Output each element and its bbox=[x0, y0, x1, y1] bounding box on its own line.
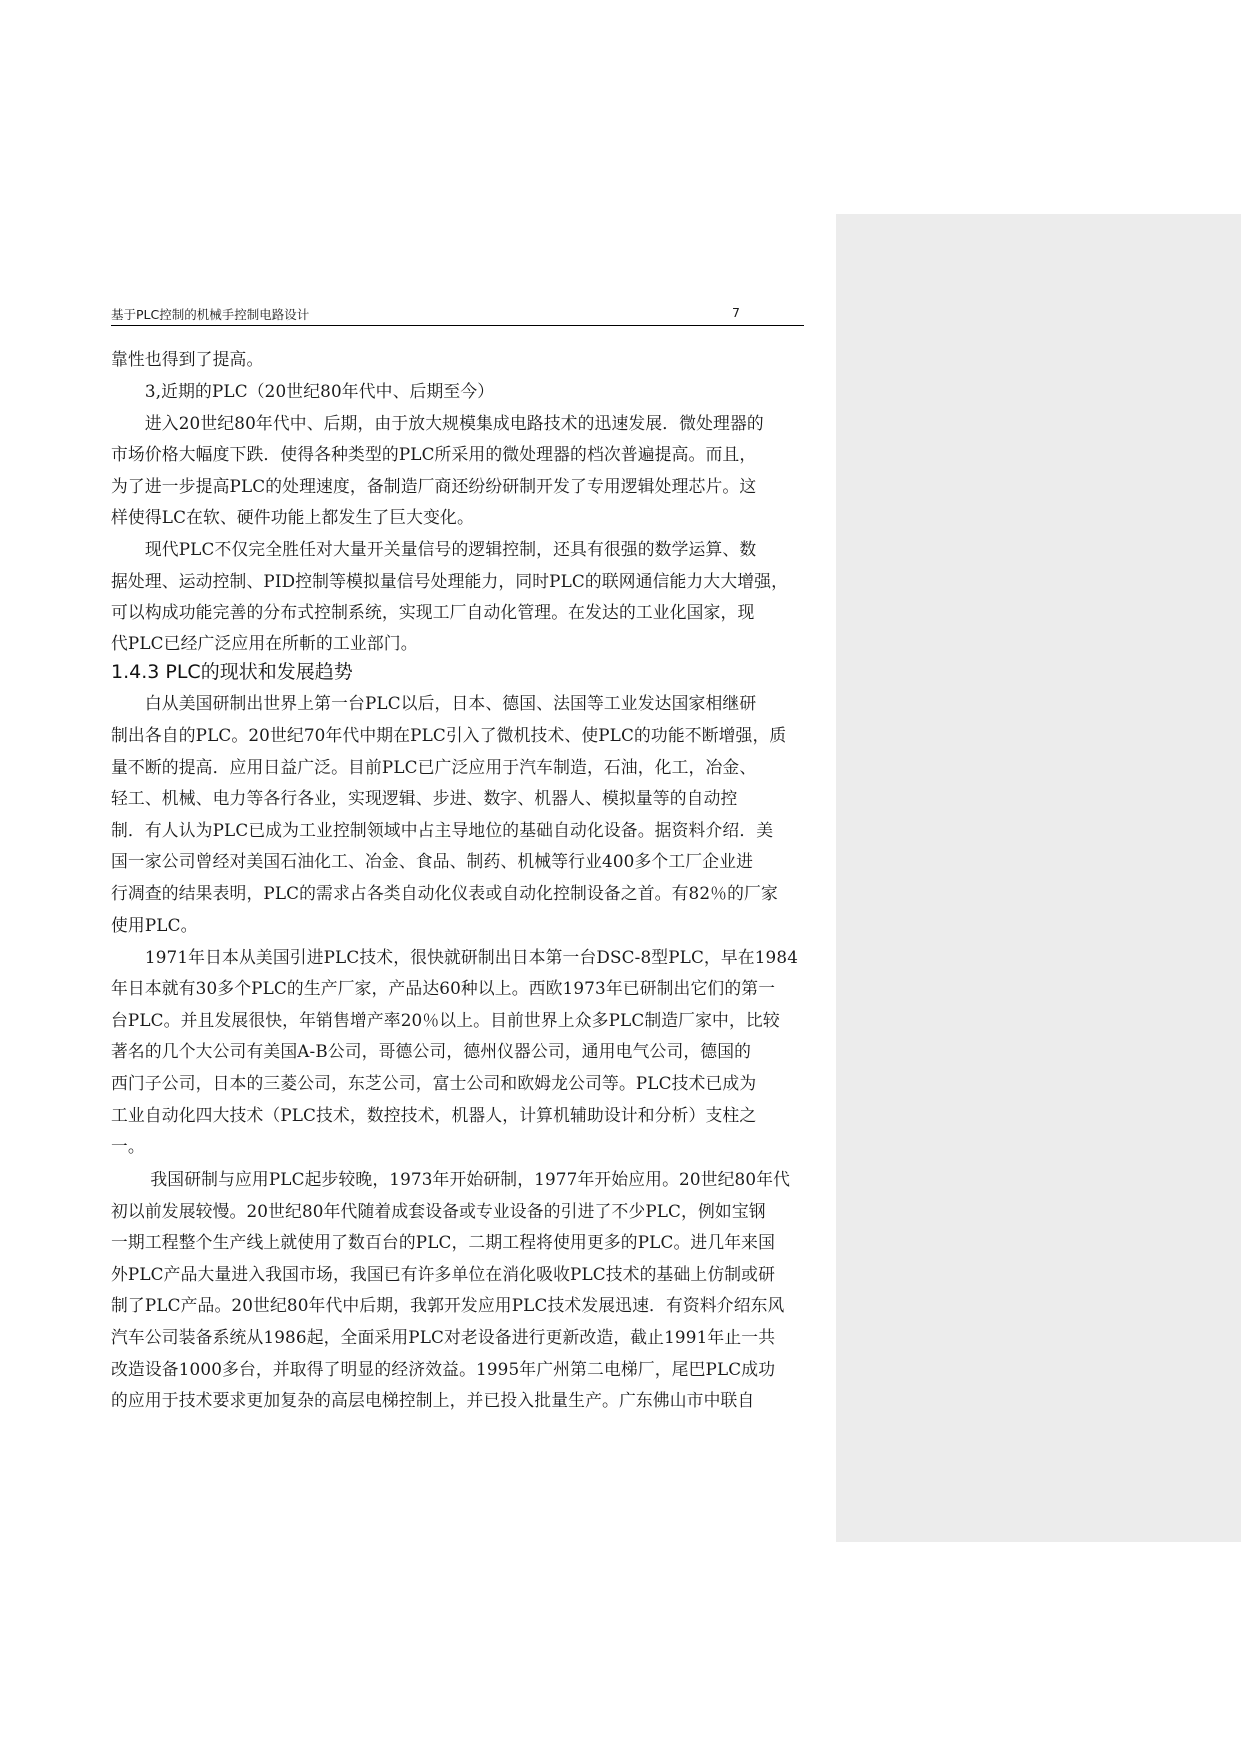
page-number: 7 bbox=[732, 305, 740, 320]
body-line: 3,近期的PLC（20世纪80年代中、后期至今） bbox=[111, 381, 495, 401]
body-line: 靠性也得到了提高。 bbox=[111, 349, 264, 369]
body-line: 白从美国研制出世界上第一台PLC以后，日本、德国、法国等工业发达国家相继研 bbox=[111, 693, 757, 713]
body-line: 年日本就有30多个PLC的生产厂家，产品达60种以上。西欧1973年已研制出它们的第一 bbox=[111, 978, 776, 998]
body-line: 进入20世纪80年代中、后期，由于放大规模集成电路技术的迅速发展．微处理器的 bbox=[111, 413, 764, 433]
body-line: 市场价格大幅度下跌．使得各种类型的PLC所采用的微处理器的档次普遍提高。而且， bbox=[111, 444, 757, 464]
body-line: 工业自动化四大技术（PLC技术，数控技术，机器人，计算机辅助设计和分析）支柱之 bbox=[111, 1105, 757, 1125]
section-heading: 1.4.3 PLC的现状和发展趋势 bbox=[111, 661, 353, 683]
body-line: 西门子公司，日本的三菱公司，东芝公司，富士公司和欧姆龙公司等。PLC技术已成为 bbox=[111, 1073, 757, 1093]
body-line: 1971年日本从美国引进PLC技术，很快就研制出日本第一台DSC-8型PLC，早在1984 bbox=[111, 947, 799, 967]
body-line: 量不断的提高．应用日益广泛。目前PLC已广泛应用于汽车制造，石油，化工，冶金、 bbox=[111, 757, 757, 777]
running-header bbox=[111, 303, 804, 326]
body-line: 改造设备1000多台，并取得了明显的经济效益。1995年广州第二电梯厂，尾巴PLC成功 bbox=[111, 1359, 776, 1379]
body-line: 初以前发展较慢。20世纪80年代随着成套设备或专业设备的引进了不少PLC，例如宝钢 bbox=[111, 1201, 766, 1221]
body-line: 国一家公司曾经对美国石油化工、冶金、食品、制药、机械等行业400多个工厂企业进 bbox=[111, 851, 754, 871]
body-line: 的应用于技术要求更加复杂的高层电梯控制上，并已投入批量生产。广东佛山市中联自 bbox=[111, 1390, 755, 1410]
body-line: 样使得LC在软、硬件功能上都发生了巨大变化。 bbox=[111, 507, 474, 527]
body-line: 代PLC已经广泛应用在所斬的工业部门。 bbox=[111, 633, 418, 653]
body-line: 台PLC。并且发展很快，年销售增产率20％以上。目前世界上众多PLC制造厂家中，比较 bbox=[111, 1010, 780, 1030]
body-line: 我国研制与应用PLC起步较晚，1973年开始研制，1977年开始应用。20世纪80年代 bbox=[111, 1169, 791, 1189]
body-line: 轻工、机械、电力等各行各业，实现逻辑、步进、数字、机器人、模拟量等的自动控 bbox=[111, 788, 738, 808]
body-line: 为了进一步提高PLC的处理速度，备制造厂商还纷纷研制开发了专用逻辑处理芯片。这 bbox=[111, 476, 757, 496]
body-line: 外PLC产品大量进入我国市场，我国已有许多单位在消化吸收PLC技术的基础上仿制或研 bbox=[111, 1264, 776, 1284]
comment-pane bbox=[836, 214, 1241, 1542]
header-title: 基于PLC控制的机械手控制电路设计 bbox=[111, 307, 310, 322]
body-line: 制出各自的PLC。20世纪70年代中期在PLC引入了微机技术、使PLC的功能不断增强，质 bbox=[111, 725, 787, 745]
body-line: 制了PLC产品。20世纪80年代中后期，我郭开发应用PLC技术发展迅速．有资料介绍东风 bbox=[111, 1295, 785, 1315]
body-line: 据处理、运动控制、PID控制等模拟量信号处理能力，同时PLC的联网通信能力大大增强， bbox=[111, 571, 789, 591]
body-line: 汽车公司装备系统从1986起，全面采用PLC对老设备进行更新改造，截止1991年止一共 bbox=[111, 1327, 776, 1347]
body-line: 使用PLC。 bbox=[111, 915, 198, 935]
body-line: 可以构成功能完善的分布式控制系统，实现工厂自动化管理。在发达的工业化国家，现 bbox=[111, 602, 755, 622]
document-page bbox=[111, 0, 804, 1754]
body-line: 制．有人认为PLC已成为工业控制领域中占主导地位的基础自动化设备。据资料介绍．美 bbox=[111, 820, 774, 840]
body-line: 一期工程整个生产线上就使用了数百台的PLC，二期工程将使用更多的PLC。进几年来国 bbox=[111, 1232, 776, 1252]
body-line: 一。 bbox=[111, 1136, 145, 1156]
body-line: 现代PLC不仅完全胜任对大量开关量信号的逻辑控制，还具有很强的数学运算、数 bbox=[111, 539, 757, 559]
body-line: 著名的几个大公司有美国A-B公司，哥德公司，德州仪器公司，通用电气公司，德国的 bbox=[111, 1041, 752, 1061]
body-line: 行凋查的结果表明，PLC的需求占各类自动化仪表或自动化控制设备之首。有82％的厂家 bbox=[111, 883, 778, 903]
